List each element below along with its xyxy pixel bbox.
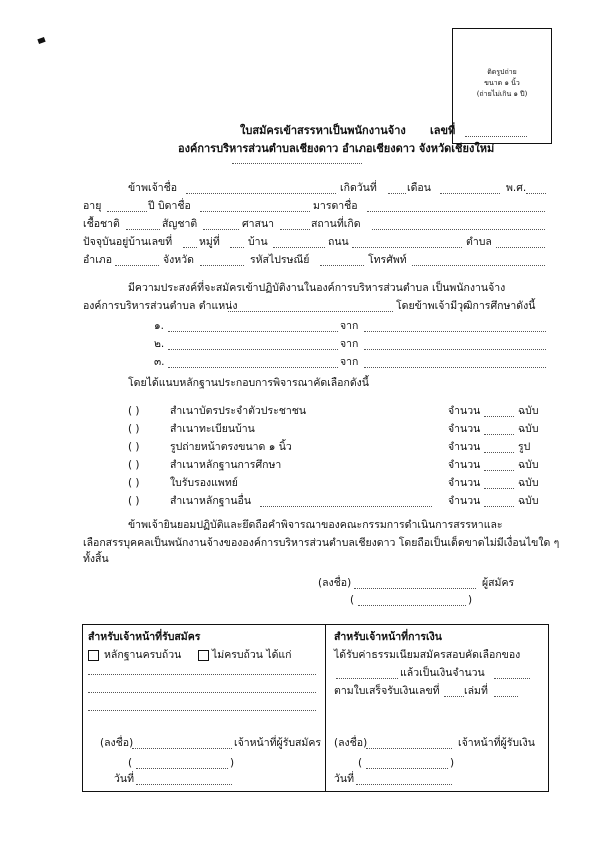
religion-field[interactable] (280, 229, 310, 230)
finance-applicant-field[interactable] (336, 678, 398, 679)
amphoe-label: อำเภอ (83, 254, 113, 266)
declaration-line2: เลือกสรรบุคคลเป็นพนักงานจ้างขององค์การบริหารส่วนตำบลเชียงดาว โดยถือเป็นเด็ดขาดไม่มีเงื่อนไขใด ๆ (83, 537, 560, 549)
attachment-label-3: รูปถ่ายหน้าตรงขนาด ๑ นิ้ว (170, 441, 292, 453)
attachment-count-field-1[interactable] (484, 416, 514, 417)
education-from-2: จาก (340, 338, 359, 350)
attachment-count-4: จำนวน (448, 459, 481, 471)
birth-day-label: เกิดวันที่ (340, 182, 377, 194)
incomplete-checkbox[interactable] (198, 650, 209, 661)
intent-line2a: องค์การบริหารส่วนตำบล ตำแหน่ง (83, 300, 238, 312)
attachment-other-field[interactable] (260, 506, 432, 507)
attachments-intro: โดยได้แนบหลักฐานประกอบการพิจารณาคัดเลือกดังนี้ (128, 377, 369, 389)
receiving-date-field[interactable] (136, 784, 232, 785)
education-institution-field-1[interactable] (364, 331, 546, 332)
nationality-field[interactable] (203, 229, 239, 230)
receiving-officer-label: เจ้าหน้าที่ผู้รับสมัคร (234, 737, 322, 749)
attachment-count-field-5[interactable] (484, 488, 514, 489)
ethnicity-label: เชื้อชาติ (83, 218, 120, 230)
header-underline (232, 163, 362, 164)
phone-field[interactable] (412, 265, 545, 266)
applicant-printed-name-field[interactable] (358, 605, 466, 606)
attachment-unit-5: ฉบับ (518, 477, 539, 489)
road-field[interactable] (352, 247, 462, 248)
house-number-field[interactable] (183, 247, 197, 248)
birth-year-field[interactable] (526, 193, 546, 194)
amphoe-field[interactable] (115, 265, 159, 266)
receiving-date-label: วันที่ (114, 773, 134, 785)
education-degree-field-3[interactable] (168, 367, 338, 368)
education-degree-field-1[interactable] (168, 331, 338, 332)
receiving-signature-field[interactable] (132, 748, 232, 749)
phone-label: โทรศัพท์ (368, 254, 407, 266)
form-subtitle: องค์การบริหารส่วนตำบลเชียงดาว อำเภอเชียงดาว จังหวัดเชียงใหม่ (178, 142, 495, 155)
finance-date-label: วันที่ (334, 773, 354, 785)
photo-box (452, 28, 552, 144)
form-number-field[interactable] (465, 136, 527, 137)
receiving-close-paren: ) (230, 757, 235, 769)
incomplete-label: ไม่ครบถ้วน ได้แก่ (212, 649, 292, 661)
father-label: ปี บิดาชื่อ (148, 200, 191, 212)
receiving-open-paren: ( (128, 757, 133, 769)
education-num-1: ๑. (154, 320, 165, 332)
complete-label: หลักฐานครบถ้วน (104, 649, 182, 661)
finance-line2: แล้วเป็นเงินจำนวน (400, 667, 485, 679)
applicant-open-paren: ( (350, 594, 355, 606)
form-number-label: เลขที่ (430, 124, 456, 137)
birth-month-field[interactable] (440, 193, 500, 194)
finance-officer-title: สำหรับเจ้าหน้าที่การเงิน (334, 631, 442, 643)
attachment-label-2: สำเนาทะเบียนบ้าน (170, 423, 255, 435)
attachment-count-field-2[interactable] (484, 434, 514, 435)
attachment-count-field-3[interactable] (484, 452, 514, 453)
attachment-paren-5[interactable]: ( ) (128, 477, 140, 489)
attachment-count-field-6[interactable] (484, 506, 514, 507)
education-degree-field-2[interactable] (168, 349, 338, 350)
attachment-unit-3: รูป (518, 441, 531, 453)
finance-signature-field[interactable] (366, 748, 452, 749)
village-field[interactable] (273, 247, 325, 248)
finance-receipt-label: ตามใบเสร็จรับเงินเลขที่ (334, 685, 440, 697)
finance-printed-name-field[interactable] (366, 768, 448, 769)
attachment-paren-2[interactable]: ( ) (128, 423, 140, 435)
missing-docs-line-1[interactable] (88, 674, 316, 675)
finance-line1: ได้รับค่าธรรมเนียมสมัครสอบคัดเลือกของ (334, 649, 521, 661)
mother-name-field[interactable] (367, 211, 545, 212)
finance-date-field[interactable] (356, 784, 452, 785)
province-field[interactable] (200, 265, 244, 266)
age-label: อายุ (83, 200, 102, 212)
finance-amount-field[interactable] (494, 678, 530, 679)
name-label: ข้าพเจ้าชื่อ (128, 182, 178, 194)
moo-field[interactable] (230, 247, 244, 248)
finance-book-label: เล่มที่ (464, 685, 488, 697)
attachment-count-3: จำนวน (448, 441, 481, 453)
applicant-signature-field[interactable] (354, 588, 476, 589)
missing-docs-line-2[interactable] (88, 692, 316, 693)
education-from-1: จาก (340, 320, 359, 332)
village-label: บ้าน (248, 236, 268, 248)
attachment-label-4: สำเนาหลักฐานการศึกษา (170, 459, 282, 471)
ethnicity-field[interactable] (126, 229, 160, 230)
receiving-printed-name-field[interactable] (136, 768, 228, 769)
birth-year-label: พ.ศ. (506, 182, 527, 194)
attachment-count-5: จำนวน (448, 477, 481, 489)
father-name-field[interactable] (200, 211, 310, 212)
mother-label: มารดาชื่อ (313, 200, 358, 212)
education-institution-field-3[interactable] (364, 367, 546, 368)
postcode-label: รหัสไปรษณีย์ (250, 254, 310, 266)
position-field[interactable] (228, 311, 393, 312)
attachment-paren-1[interactable]: ( ) (128, 405, 140, 417)
address-label: ปัจจุบันอยู่บ้านเลขที่ (83, 236, 173, 248)
photo-box-line2: ขนาด ๑ นิ้ว (484, 79, 520, 87)
finance-sign-label: (ลงชื่อ) (334, 737, 368, 749)
birthplace-field[interactable] (372, 229, 545, 230)
education-institution-field-2[interactable] (364, 349, 546, 350)
form-title: ใบสมัครเข้าสรรหาเป็นพนักงานจ้าง (240, 124, 406, 137)
applicant-label: ผู้สมัคร (482, 577, 515, 589)
postcode-field[interactable] (320, 265, 364, 266)
officer-table-divider (325, 624, 326, 792)
birth-day-field[interactable] (388, 193, 406, 194)
missing-docs-line-3[interactable] (88, 710, 316, 711)
attachment-count-6: จำนวน (448, 495, 481, 507)
finance-close-paren: ) (450, 757, 455, 769)
nationality-label: สัญชาติ (162, 218, 198, 230)
declaration-line3: ทั้งสิ้น (83, 553, 109, 565)
attachment-label-5: ใบรับรองแพทย์ (170, 477, 238, 489)
attachment-unit-1: ฉบับ (518, 405, 539, 417)
declaration-line1: ข้าพเจ้ายินยอมปฏิบัติและยึดถือคำพิจารณาของคณะกรรมการดำเนินการสรรหาและ (128, 519, 503, 531)
receiving-sign-label: (ลงชื่อ) (100, 737, 134, 749)
religion-label: ศาสนา (242, 218, 275, 230)
name-field[interactable] (186, 193, 336, 194)
intent-line2b: โดยข้าพเจ้ามีวุฒิการศึกษาดังนี้ (396, 300, 536, 312)
scan-mark (37, 37, 45, 44)
age-field[interactable] (107, 211, 147, 212)
province-label: จังหวัด (163, 254, 194, 266)
attachment-label-6: สำเนาหลักฐานอื่น (170, 495, 252, 507)
tambon-field[interactable] (496, 247, 545, 248)
moo-label: หมู่ที่ (199, 236, 220, 248)
attachment-count-field-4[interactable] (484, 470, 514, 471)
complete-checkbox[interactable] (88, 650, 99, 661)
photo-box-line1: ติดรูปถ่าย (487, 68, 517, 76)
finance-officer-label: เจ้าหน้าที่ผู้รับเงิน (458, 737, 535, 749)
education-from-3: จาก (340, 356, 359, 368)
road-label: ถนน (328, 236, 349, 248)
finance-book-number-field[interactable] (494, 696, 518, 697)
receiving-officer-title: สำหรับเจ้าหน้าที่รับสมัคร (88, 631, 201, 643)
education-num-3: ๓. (154, 356, 165, 368)
attachment-unit-4: ฉบับ (518, 459, 539, 471)
education-num-2: ๒. (154, 338, 165, 350)
tambon-label: ตำบล (466, 236, 492, 248)
intent-line1: มีความประสงค์ที่จะสมัครเข้าปฏิบัติงานในองค์การบริหารส่วนตำบล เป็นพนักงานจ้าง (128, 282, 506, 294)
birth-month-label: เดือน (407, 182, 431, 194)
photo-box-line3: (ถ่ายไม่เกิน ๑ ปี) (476, 90, 528, 98)
attachment-label-1: สำเนาบัตรประจำตัวประชาชน (170, 405, 307, 417)
attachment-unit-2: ฉบับ (518, 423, 539, 435)
attachment-paren-3[interactable]: ( ) (128, 441, 140, 453)
attachment-paren-6[interactable]: ( ) (128, 495, 140, 507)
attachment-paren-4[interactable]: ( ) (128, 459, 140, 471)
finance-open-paren: ( (358, 757, 363, 769)
attachment-unit-6: ฉบับ (518, 495, 539, 507)
finance-receipt-number-field[interactable] (444, 696, 464, 697)
attachment-count-1: จำนวน (448, 405, 481, 417)
birthplace-label: สถานที่เกิด (311, 218, 361, 230)
applicant-sign-label: (ลงชื่อ) (318, 577, 352, 589)
applicant-close-paren: ) (468, 594, 473, 606)
attachment-count-2: จำนวน (448, 423, 481, 435)
